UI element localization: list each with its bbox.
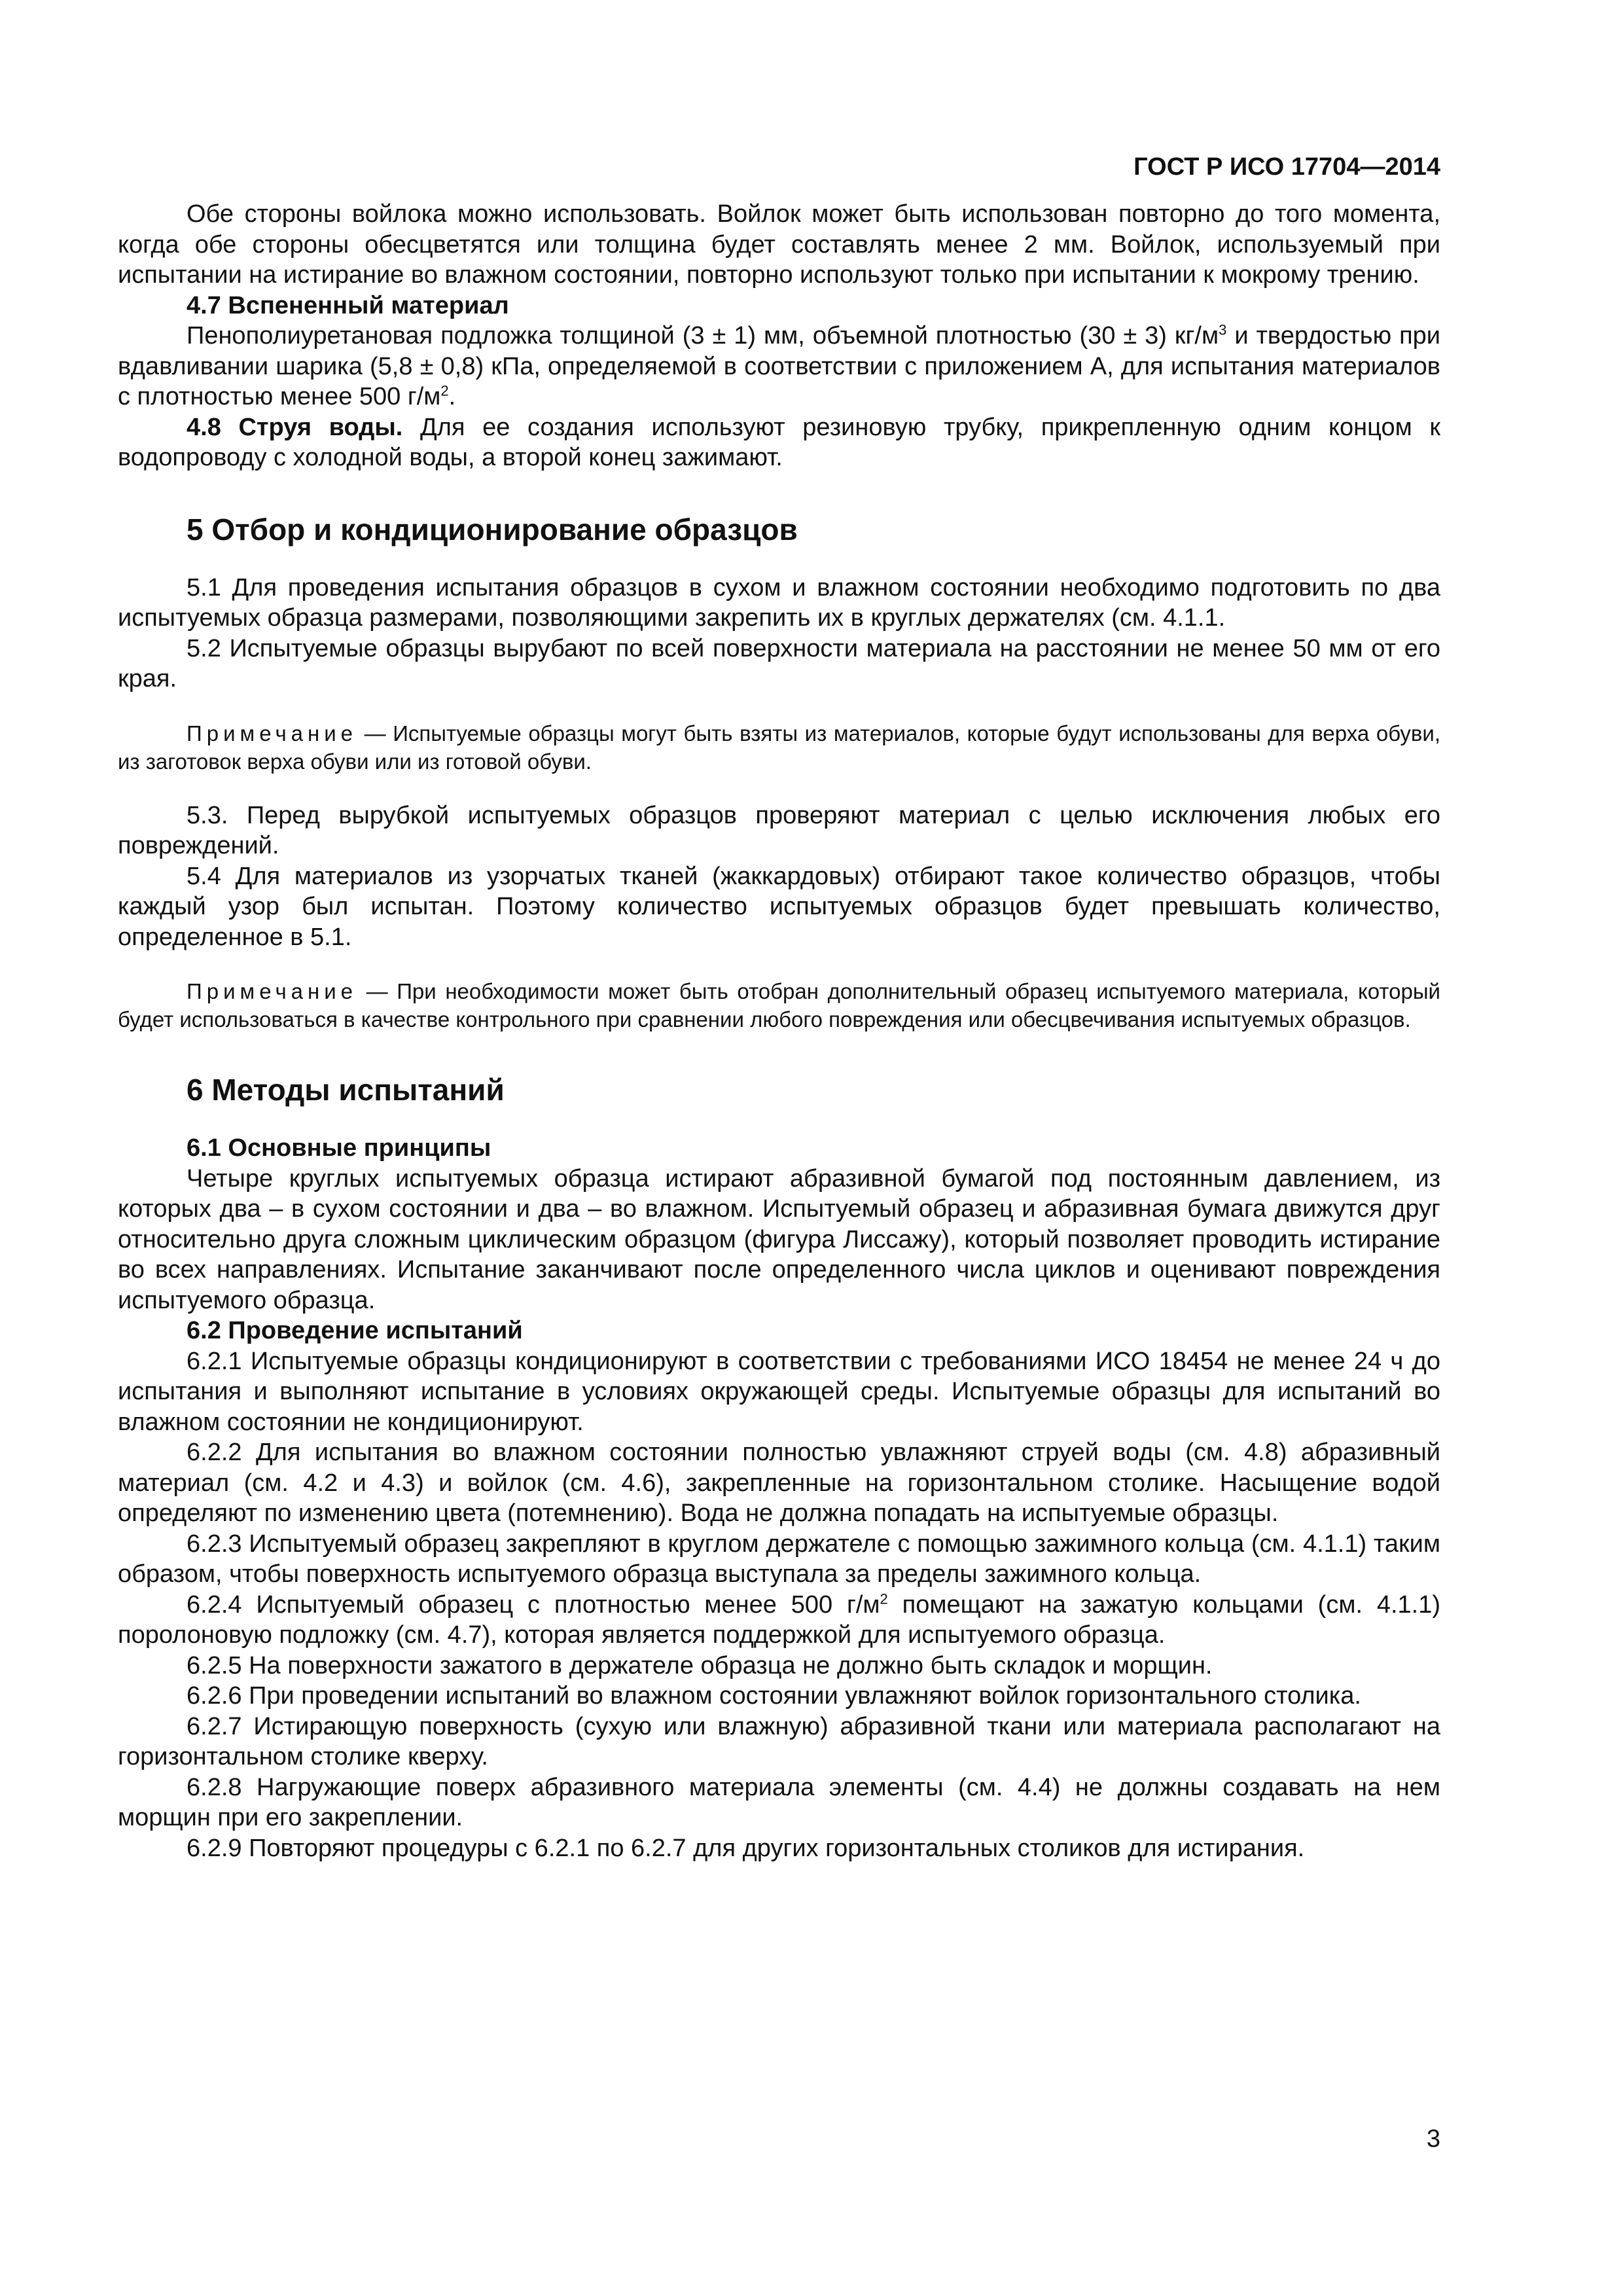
subsection-4-7-title [118,291,1440,321]
text-run: . [448,383,456,410]
subsection-title-text: 4.8 Струя воды. [187,413,403,441]
page-number: 3 [1426,2125,1440,2153]
subsection-6-1-text: Четыре круглых испытуемых образца истирают абразивной бумагой под постоянным давлением, из которых два – в сухом состоянии и два – во влажном. Испытуемый образец и абразивная бумага движутся друг относительно друга сложным циклическим образцом (фигура Лиссажу), который позволяет проводить истирание во всех направлениях. Испытание заканчивают после определенного числа циклов и оценивают повреждения испытуемого образца. [118,1164,1440,1314]
text-run: Пенополиуретановая подложка толщиной (3 ± 1) мм, объемной плотностью (30 ± 3) кг/м [187,322,1219,350]
paragraph-6-2-5: 6.2.5 На поверхности зажатого в держателе образца не должно быть складок и морщин. [187,1651,1213,1679]
text-run: и твердостью при вдавливании шарика (5,8 ± 0,8) кПа, определяемой в соответствии с приложением А, для испытания материалов с плотностью менее 500 г/м [118,322,1441,410]
subsection-6-1-title [118,1133,1440,1164]
subsection-4-7-text [118,321,1440,412]
subsection-6-2-title [118,1316,1440,1346]
subsection-title-text: 4.7 Вспененный материал [187,291,509,319]
paragraph-6-2-2: 6.2.2 Для испытания во влажном состоянии полностью увлажняют струей воды (см. 4.8) абразивный материал (см. 4.2 и 4.3) и войлок (см. 4.6), закрепленные на горизонтальном столике. Насыщение водой определяют по изменению цвета (потемнению). Вода не должна попадать на испытуемые образцы. [118,1439,1440,1527]
paragraph-6-2-7: 6.2.7 Истирающую поверхность (сухую или влажную) абразивной ткани или материала располагают на горизонтальном столике кверху. [118,1712,1440,1770]
paragraph-6-2-3: 6.2.3 Испытуемый образец закрепляют в круглом держателе с помощью зажимного кольца (см. 4.1.1) таким образом, чтобы поверхность испытуемого образца выступала за пределы зажимного кольца. [118,1530,1440,1588]
text-run: помещают на зажатую кольцами (см. 4.1.1) поролоновую подложку (см. 4.7), которая является поддержкой для испытуемого образца. [118,1590,1440,1649]
section-6-heading: 6 Методы испытаний [187,1073,505,1107]
note-label: Примечание [187,979,358,1003]
note-text: — При необходимости может быть отобран дополнительный образец испытуемого материала, который будет использоваться в качестве контрольного при сравнении любого повреждения или обесцвечивания испытуемых образцов. [118,979,1440,1031]
section-5-heading: 5 Отбор и кондиционирование образцов [187,512,798,547]
note-label: Примечание [187,721,358,745]
paragraph-6-2-6: 6.2.6 При проведении испытаний во влажном состоянии увлажняют войлок горизонтального столика. [187,1682,1361,1710]
text-run: Для ее создания используют резиновую трубку, прикрепленную одним концом к водопроводу с холодной воды, а второй конец зажимают. [118,413,1440,471]
paragraph-5-1: 5.1 Для проведения испытания образцов в сухом и влажном состоянии необходимо подготовить по два испытуемых образца размерами, позволяющими закрепить их в круглых держателях (см. 4.1.1. [118,573,1440,632]
paragraph-6-2-8: 6.2.8 Нагружающие поверх абразивного материала элементы (см. 4.4) не должны создавать на нем морщин при его закреплении. [118,1773,1440,1831]
paragraph-5-2: 5.2 Испытуемые образцы вырубают по всей поверхности материала на расстоянии не менее 50 мм от его края. [118,634,1440,692]
paragraph-5-4: 5.4 Для материалов из узорчатых тканей (жаккардовых) отбирают такое количество образцов, чтобы каждый узор был испытан. Поэтому количество испытуемых образцов будет превышать количество, определенное в 5.1. [118,862,1440,951]
note-text: — Испытуемые образцы могут быть взяты из материалов, которые будут использованы для верха обуви, из заготовок верха обуви или из готовой обуви. [118,721,1440,774]
text-run: 6.2.4 Испытуемый образец с плотностью менее 500 г/м [187,1590,880,1619]
felt-paragraph: Обе стороны войлока можно использовать. Войлок может быть использован повторно до того момента, когда обе стороны обесцветятся или толщина будет составлять менее 2 мм. Войлок, используемый при испытании на истирание во влажном состоянии, повторно используют только при испытании к мокрому трению. [118,200,1440,289]
doc-code-header: ГОСТ Р ИСО 17704—2014 [1133,153,1440,181]
note-2 [118,977,1440,1033]
paragraph-6-2-4 [118,1590,1440,1651]
subsection-title-text: 6.2 Проведение испытаний [187,1317,523,1344]
superscript: 2 [440,382,449,399]
note-1 [118,719,1440,776]
subsection-title-text: 6.1 Основные принципы [187,1134,491,1162]
paragraph-5-3: 5.3. Перед вырубкой испытуемых образцов проверяют материал с целью исключения любых его повреждений. [118,801,1440,859]
paragraph-6-2-1: 6.2.1 Испытуемые образцы кондиционируют в соответствии с требованиями ИСО 18454 не менее 24 ч до испытания и выполняют испытание в условиях окружающей среды. Испытуемые образцы для испытаний во влажном состоянии не кондиционируют. [118,1347,1440,1436]
paragraph-6-2-9: 6.2.9 Повторяют процедуры с 6.2.1 по 6.2.7 для других горизонтальных столиков для истирания. [187,1834,1305,1862]
document-body [118,199,1440,1863]
superscript: 3 [1219,321,1227,338]
superscript: 2 [880,1590,888,1607]
subsection-4-8 [118,412,1440,473]
